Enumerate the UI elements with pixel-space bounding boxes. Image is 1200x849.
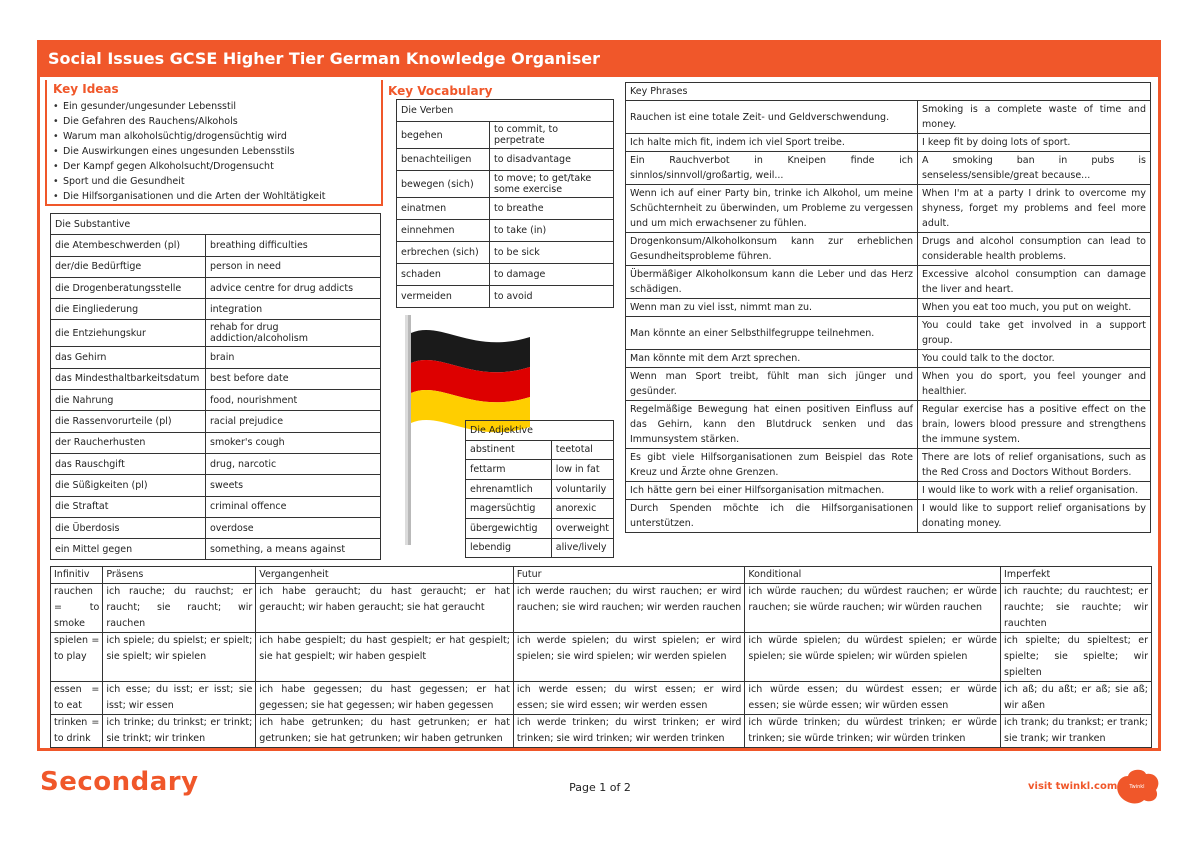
noun-row [51,347,381,368]
phrase-row-german: Übermäßiger Alkoholkonsum kann die Leber und das Herz schädigen. [626,266,918,299]
noun-row-german: die Rassenvorurteile (pl) [51,411,206,432]
phrase-row-english: You could take get involved in a support group. [918,317,1151,350]
noun-row-german: die Überdosis [51,517,206,538]
adjective-row-english: alive/lively [551,538,613,558]
page-number: Page 1 of 2 [569,781,631,794]
noun-row [51,432,381,453]
noun-row-english: something, a means against [206,539,381,560]
noun-row-english: food, nourishment [206,390,381,411]
conjugation-cell: ich trinke; du trinkst; er trinkt; sie trinkt; wir trinken [103,715,256,748]
noun-row-german: das Rauschgift [51,453,206,474]
phrase-row [626,299,1151,317]
conjugation-cell: ich aß; du aßt; er aß; sie aß; wir aßen [1001,682,1152,715]
phrase-row [626,500,1151,533]
adjective-row-english: anorexic [551,499,613,519]
noun-row-english: breathing difficulties [206,235,381,256]
noun-row-english: brain [206,347,381,368]
noun-row [51,235,381,256]
phrase-row-german: Drogenkonsum/Alkoholkonsum kann zur erheblichen Gesundheitsprobleme führen. [626,233,918,266]
conjugation-cell: ich habe getrunken; du hast getrunken; er hat getrunken; sie hat getrunken; wir haben getrunken [256,715,514,748]
svg-text:Twinkl: Twinkl [1129,784,1145,790]
phrase-row-english: When I'm at a party I drink to overcome my shyness, forget my problems and feel more adult. [918,185,1151,233]
phrase-row-english: When you eat too much, you put on weight. [918,299,1151,317]
adjective-row [466,499,614,519]
phrase-row-german: Es gibt viele Hilfsorganisationen zum Beispiel das Rote Kreuz und Ärzte ohne Grenzen. [626,449,918,482]
noun-row-german: ein Mittel gegen [51,539,206,560]
phrase-row [626,185,1151,233]
key-idea-item: • Ein gesunder/ungesunder Lebensstil [53,99,375,114]
noun-row [51,277,381,298]
noun-row [51,256,381,277]
key-idea-item: • Die Gefahren des Rauchens/Alkohols [53,114,375,129]
verb-row-german: erbrechen (sich) [397,242,490,264]
conjugation-header-cell: Imperfekt [1001,567,1152,584]
adjective-row-german: abstinent [466,440,552,460]
phrase-row [626,401,1151,449]
phrase-row [626,233,1151,266]
conjugation-cell: ich werde essen; du wirst essen; er wird essen; sie wird essen; wir werden essen [513,682,744,715]
noun-row-german: die Entziehungskur [51,320,206,347]
conjugation-row [51,682,1152,715]
conjugation-cell: ich habe geraucht; du hast geraucht; er hat geraucht; wir haben geraucht; sie hat geraucht [256,584,514,633]
conjugation-header-cell: Infinitiv [51,567,103,584]
key-idea-item: • Die Hilfsorganisationen und die Arten der Wohltätigkeit [53,189,375,204]
noun-row [51,539,381,560]
phrase-row-german: Wenn ich auf einer Party bin, trinke ich Alkohol, um meine Schüchternheit zu überwinden, um Probleme zu vergessen und um mich erwachsener zu fühlen. [626,185,918,233]
verbs-box [396,99,614,308]
adjective-row-english: voluntarily [551,479,613,499]
noun-row-english: overdose [206,517,381,538]
noun-row-english: sweets [206,475,381,496]
key-phrases-table [625,82,1151,533]
verb-row-english: to move; to get/take some exercise [490,171,614,198]
conjugation-header-row [51,567,1152,584]
conjugation-cell: ich spiele; du spielst; er spielt; sie spielt; wir spielen [103,633,256,682]
verbs-heading: Die Verben [397,100,614,122]
conjugation-cell: ich spielte; du spieltest; er spielte; sie spielte; wir spielten [1001,633,1152,682]
conjugation-row [51,715,1152,748]
conjugation-cell: ich trank; du trankst; er trank; sie trank; wir tranken [1001,715,1152,748]
key-phrases-box [625,82,1151,533]
phrase-row-english: A smoking ban in pubs is senseless/sensible/great because... [918,152,1151,185]
noun-row-english: best before date [206,368,381,389]
noun-row [51,475,381,496]
noun-row-german: die Drogenberatungsstelle [51,277,206,298]
organiser-frame [37,40,1161,751]
noun-row-english: person in need [206,256,381,277]
phrase-row [626,350,1151,368]
phrase-row-english: You could talk to the doctor. [918,350,1151,368]
phrase-row [626,266,1151,299]
adjectives-heading: Die Adjektive [466,421,614,441]
phrase-row-english: Drugs and alcohol consumption can lead to considerable health problems. [918,233,1151,266]
noun-row-english: smoker's cough [206,432,381,453]
noun-row [51,390,381,411]
verb-row [397,149,614,171]
conjugation-cell: ich rauchte; du rauchtest; er rauchte; sie rauchte; wir rauchten [1001,584,1152,633]
verb-row [397,264,614,286]
visit-link[interactable]: visit twinkl.com [1028,781,1118,792]
phrase-row-german: Man könnte an einer Selbsthilfegruppe teilnehmen. [626,317,918,350]
substantive-box [50,213,381,560]
adjective-row-german: übergewichtig [466,518,552,538]
conjugation-cell: ich habe gegessen; du hast gegessen; er hat gegessen; sie hat gegessen; wir haben gegessen [256,682,514,715]
key-vocabulary-heading: Key Vocabulary [388,84,493,98]
adjective-row-english: teetotal [551,440,613,460]
infinitive-cell: spielen = to play [51,633,103,682]
page-title: Social Issues GCSE Higher Tier German Knowledge Organiser [40,43,1158,77]
noun-row-english: drug, narcotic [206,453,381,474]
phrase-row [626,134,1151,152]
verb-row [397,122,614,149]
noun-row-german: die Atembeschwerden (pl) [51,235,206,256]
conjugation-header-cell: Vergangenheit [256,567,514,584]
phrase-row-german: Ich hätte gern bei einer Hilfsorganisation mitmachen. [626,482,918,500]
adjective-row-english: overweight [551,518,613,538]
conjugation-cell: ich habe gespielt; du hast gespielt; er hat gespielt; sie hat gespielt; wir haben gespielt [256,633,514,682]
phrase-row-german: Man könnte mit dem Arzt sprechen. [626,350,918,368]
conjugation-box [50,566,1152,748]
phrase-row-english: Smoking is a complete waste of time and money. [918,101,1151,134]
noun-row-german: die Eingliederung [51,299,206,320]
phrase-row [626,317,1151,350]
conjugation-header-cell: Präsens [103,567,256,584]
verb-row-german: vermeiden [397,286,490,308]
adjective-row [466,479,614,499]
key-phrases-heading: Key Phrases [626,83,1151,101]
noun-row-german: der/die Bedürftige [51,256,206,277]
verb-row-german: begehen [397,122,490,149]
verb-row-english: to damage [490,264,614,286]
key-ideas-list [53,99,375,204]
conjugation-cell: ich würde trinken; du würdest trinken; er würde trinken; sie würde trinken; wir würden trinken [745,715,1001,748]
adjective-row-german: lebendig [466,538,552,558]
key-idea-item: • Sport und die Gesundheit [53,174,375,189]
adjective-row [466,460,614,480]
noun-row [51,368,381,389]
key-idea-item: • Die Auswirkungen eines ungesunden Lebensstils [53,144,375,159]
key-idea-item: • Der Kampf gegen Alkoholsucht/Drogensucht [53,159,375,174]
noun-row-german: das Gehirn [51,347,206,368]
conjugation-cell: ich werde spielen; du wirst spielen; er wird spielen; sie wird spielen; wir werden spielen [513,633,744,682]
conjugation-header-cell: Futur [513,567,744,584]
phrase-row-german: Ein Rauchverbot in Kneipen finde ich sinnlos/sinnvoll/großartig, weil... [626,152,918,185]
verb-row-english: to breathe [490,198,614,220]
phrase-row [626,152,1151,185]
noun-row-english: criminal offence [206,496,381,517]
verb-row-english: to avoid [490,286,614,308]
infinitive-cell: trinken = to drink [51,715,103,748]
conjugation-cell: ich würde rauchen; du würdest rauchen; er würde rauchen; sie würde rauchen; wir würden rauchen [745,584,1001,633]
noun-row-german: die Straftat [51,496,206,517]
conjugation-cell: ich werde rauchen; du wirst rauchen; er wird rauchen; sie wird rauchen; wir werden rauchen [513,584,744,633]
phrase-row-german: Durch Spenden möchte ich die Hilfsorganisationen unterstützen. [626,500,918,533]
substantive-heading: Die Substantive [51,214,381,235]
verb-row [397,220,614,242]
phrase-row-english: I would like to work with a relief organisation. [918,482,1151,500]
noun-row [51,496,381,517]
noun-row-english: racial prejudice [206,411,381,432]
adjectives-box [465,420,614,558]
adjective-row [466,440,614,460]
conjugation-row [51,633,1152,682]
phrase-row-english: I keep fit by doing lots of sport. [918,134,1151,152]
verb-row-english: to take (in) [490,220,614,242]
phrase-row-english: There are lots of relief organisations, such as the Red Cross and Doctors Without Borders. [918,449,1151,482]
noun-row-english: advice centre for drug addicts [206,277,381,298]
phrase-row-german: Wenn man Sport treibt, fühlt man sich jünger und gesünder. [626,368,918,401]
verb-row [397,286,614,308]
key-ideas-heading: Key Ideas [53,82,119,96]
noun-row [51,517,381,538]
verb-row [397,171,614,198]
verb-row [397,242,614,264]
key-idea-item: • Warum man alkoholsüchtig/drogensüchtig wird [53,129,375,144]
noun-row [51,411,381,432]
verb-row-english: to commit, to perpetrate [490,122,614,149]
adjectives-table [465,420,614,558]
verbs-table [396,99,614,308]
quality-badge-icon [1112,766,1162,806]
phrase-row-english: Excessive alcohol consumption can damage the liver and heart. [918,266,1151,299]
phrase-row-german: Rauchen ist eine totale Zeit- und Geldverschwendung. [626,101,918,134]
noun-row-german: das Mindesthaltbarkeitsdatum [51,368,206,389]
phrase-row-german: Ich halte mich fit, indem ich viel Sport treibe. [626,134,918,152]
conjugation-cell: ich werde trinken; du wirst trinken; er wird trinken; sie wird trinken; wir werden trinken [513,715,744,748]
infinitive-cell: rauchen = to smoke [51,584,103,633]
noun-row-english: rehab for drug addiction/alcoholism [206,320,381,347]
conjugation-table [50,566,1152,748]
phrase-row [626,449,1151,482]
verb-row-german: bewegen (sich) [397,171,490,198]
phrase-row [626,101,1151,134]
verb-row-german: schaden [397,264,490,286]
noun-row [51,320,381,347]
verb-row-english: to disadvantage [490,149,614,171]
substantive-table [50,213,381,560]
phrase-row-english: When you do sport, you feel younger and healthier. [918,368,1151,401]
noun-row-english: integration [206,299,381,320]
conjugation-row [51,584,1152,633]
verb-row-german: einatmen [397,198,490,220]
phrase-row [626,482,1151,500]
infinitive-cell: essen = to eat [51,682,103,715]
phrase-row-english: I would like to support relief organisations by donating money. [918,500,1151,533]
phrase-row [626,368,1151,401]
conjugation-cell: ich rauche; du rauchst; er raucht; sie raucht; wir rauchen [103,584,256,633]
adjective-row-english: low in fat [551,460,613,480]
adjective-row [466,538,614,558]
conjugation-cell: ich esse; du isst; er isst; sie isst; wir essen [103,682,256,715]
noun-row [51,299,381,320]
phrase-row-german: Regelmäßige Bewegung hat einen positiven Einfluss auf das Gehirn, kann den Blutdruck senken und das Immunsystem stärken. [626,401,918,449]
noun-row-german: die Süßigkeiten (pl) [51,475,206,496]
adjective-row-german: fettarm [466,460,552,480]
secondary-logo: Secondary [40,767,199,797]
key-ideas-box [45,80,383,206]
phrase-row-german: Wenn man zu viel isst, nimmt man zu. [626,299,918,317]
verb-row-english: to be sick [490,242,614,264]
verb-row-german: benachteiligen [397,149,490,171]
verb-row-german: einnehmen [397,220,490,242]
conjugation-cell: ich würde essen; du würdest essen; er würde essen; sie würde essen; wir würden essen [745,682,1001,715]
noun-row-german: der Raucherhusten [51,432,206,453]
noun-row-german: die Nahrung [51,390,206,411]
conjugation-cell: ich würde spielen; du würdest spielen; er würde spielen; sie würde spielen; wir würden spielen [745,633,1001,682]
conjugation-header-cell: Konditional [745,567,1001,584]
adjective-row-german: ehrenamtlich [466,479,552,499]
verb-row [397,198,614,220]
adjective-row-german: magersüchtig [466,499,552,519]
noun-row [51,453,381,474]
phrase-row-english: Regular exercise has a positive effect on the brain, lowers blood pressure and strengthens the immune system. [918,401,1151,449]
adjective-row [466,518,614,538]
